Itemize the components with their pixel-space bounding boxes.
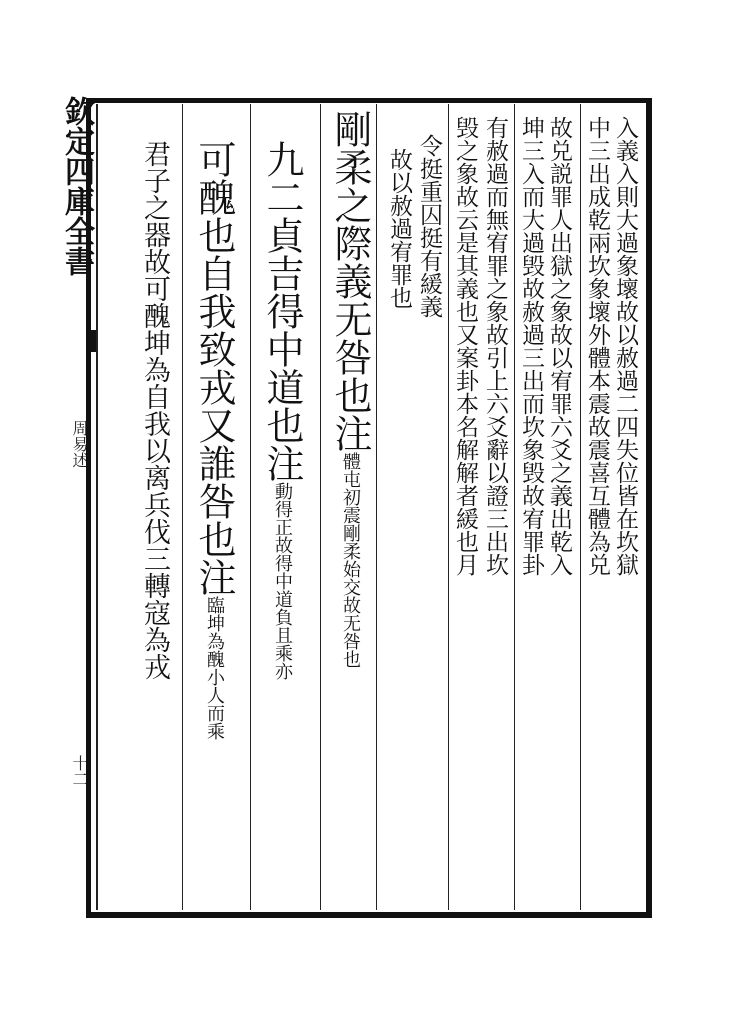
column-divider xyxy=(182,104,183,910)
annotation-text: 臨坤為醜小人而乘 xyxy=(204,596,225,740)
main-text: 剛柔之際義无咎也 xyxy=(328,110,372,414)
column-divider xyxy=(514,104,515,910)
text-column-1: 入義入則大過象壞故以赦過二四失位皆在坎獄 xyxy=(612,116,638,576)
column-divider xyxy=(320,104,321,910)
annotation-marker: 注 xyxy=(192,558,236,596)
margin-book-title: 欽定四庫全書 xyxy=(59,96,94,276)
text-column-11 xyxy=(194,140,234,740)
main-text: 可醜也自我致戎又誰咎也 xyxy=(192,140,236,558)
text-column-7: 令挺重囚挺有緩義 xyxy=(416,134,442,318)
column-divider xyxy=(580,104,581,910)
annotation-marker: 注 xyxy=(260,444,304,482)
margin-section-title: 周易述 xyxy=(70,420,89,468)
column-divider xyxy=(376,104,377,910)
text-column-3: 故兑説罪人出獄之象故以宥罪六爻之義出乾入 xyxy=(546,116,572,576)
annotation-marker: 注 xyxy=(328,414,372,452)
text-column-10 xyxy=(262,140,302,680)
text-column-6: 毁之象故云是其義也又案卦本名解解者緩也月 xyxy=(452,116,478,576)
column-divider xyxy=(448,104,449,910)
margin-page-number: 十二 xyxy=(70,755,89,787)
column-divider xyxy=(250,104,251,910)
annotation-text: 動得正故得中道負且乘亦 xyxy=(272,482,293,680)
text-column-2: 中三出成乾兩坎象壞外體本震故震喜互體為兑 xyxy=(584,116,610,576)
text-column-4: 坤三入而大過毁故赦過三出而坎象毁故宥罪卦 xyxy=(518,116,544,576)
main-text: 九二貞吉得中道也 xyxy=(260,140,304,444)
text-column-12: 君子之器故可醜坤為自我以离兵伐三轉寇為戎 xyxy=(139,140,170,680)
text-column-5: 有赦過而無宥罪之象故引上六爻辭以證三出坎 xyxy=(482,116,508,576)
text-column-9 xyxy=(330,110,370,668)
annotation-text: 體屯初震剛柔始交故无咎也 xyxy=(340,452,361,668)
text-column-8: 故以赦過宥罪也 xyxy=(386,148,412,309)
